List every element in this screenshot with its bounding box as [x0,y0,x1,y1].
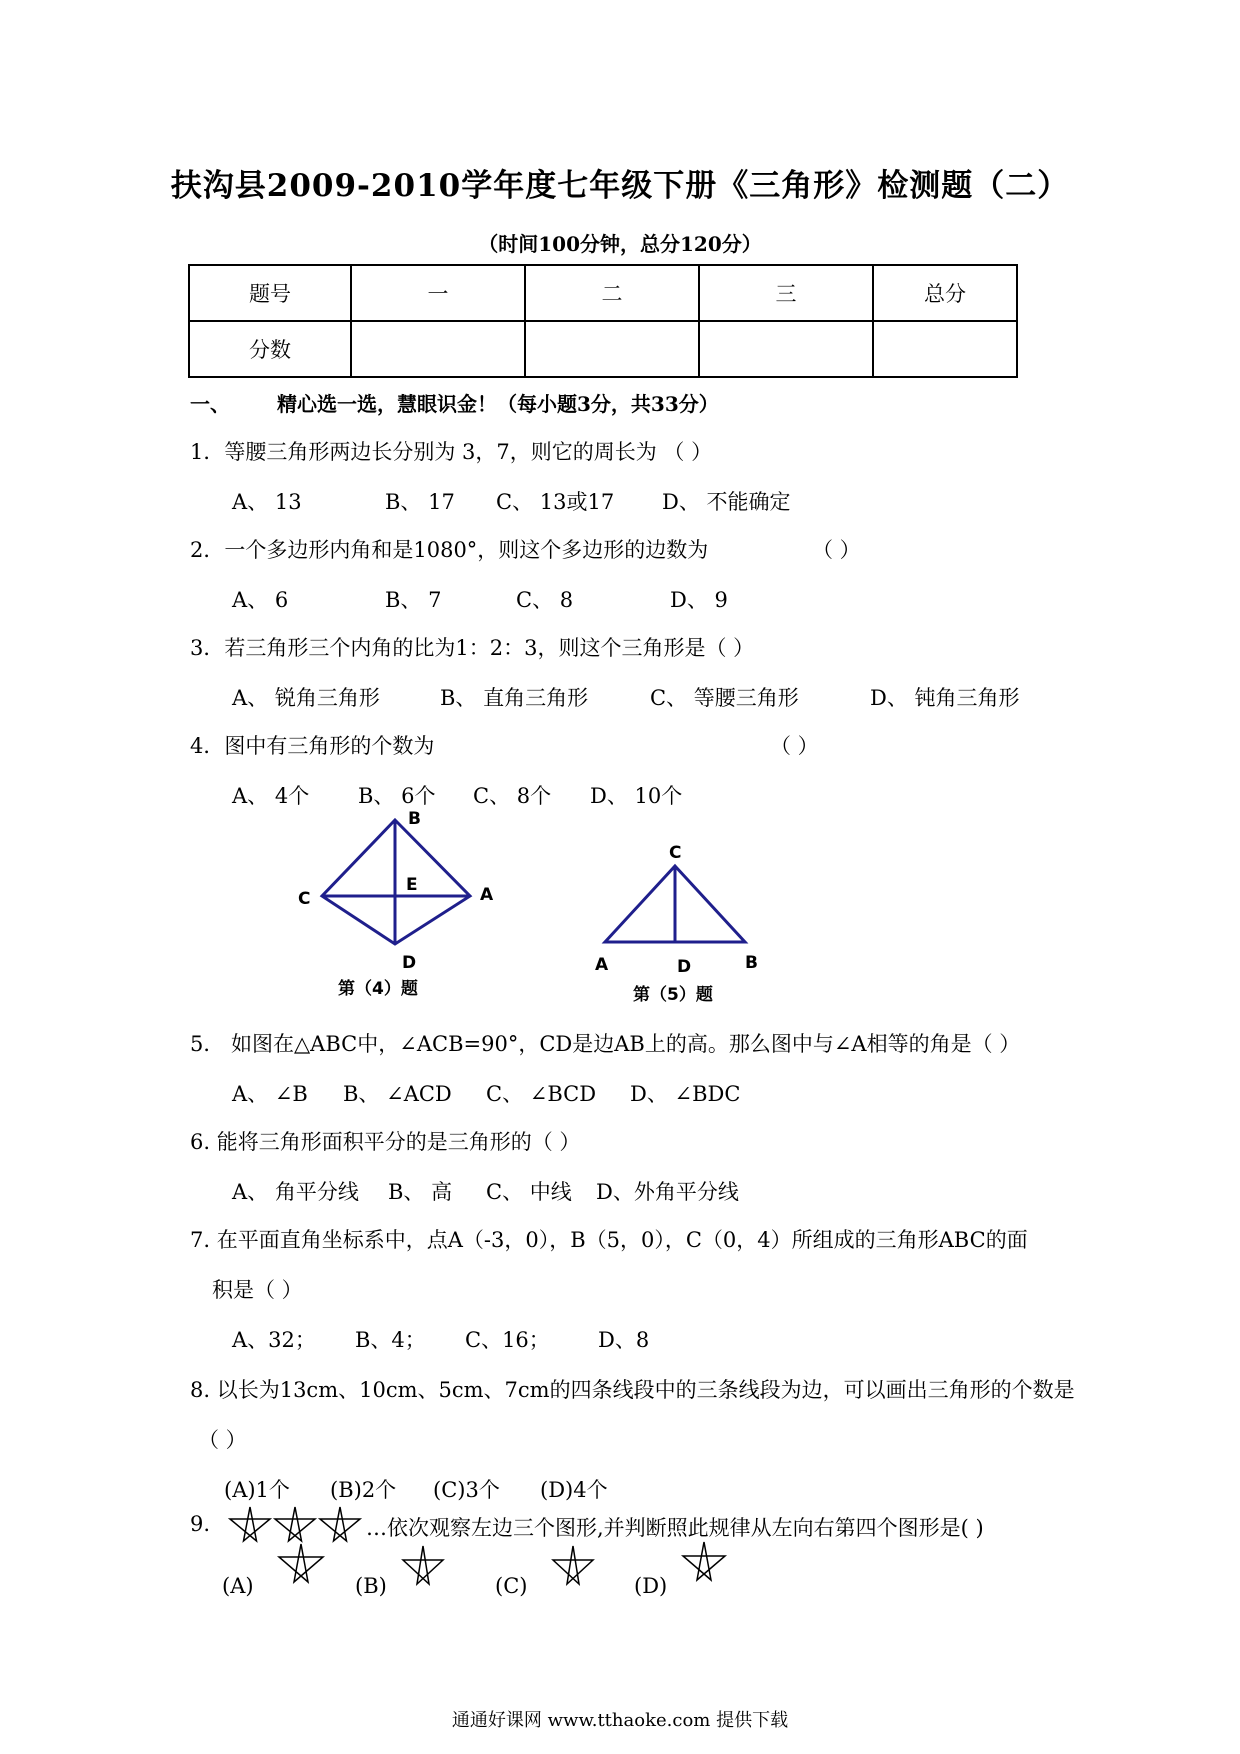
figure-5-label-b: B [745,953,758,973]
question-8-answer-paren: （ ） [198,1428,247,1452]
figure-4-caption: 第（4）题 [338,979,418,998]
q8-option-c: (C)3个 [433,1478,500,1502]
section-number: 一、 [190,392,230,416]
score-table-header-row [189,265,1017,321]
figure-4-diagram [290,808,520,998]
question-4: 4．图中有三角形的个数为 [190,734,435,758]
question-7: 7. 在平面直角坐标系中，点A（-3，0），B（5，0），C（0，4）所组成的三角形ABC的面 [190,1228,1028,1252]
question-6: 6. 能将三角形面积平分的是三角形的（ ） [190,1130,581,1154]
figure-4-label-c: C [298,889,311,909]
score-cell-blank[interactable] [873,321,1017,377]
score-row-label: 分数 [189,321,351,377]
figure-4-label-d: D [402,953,417,973]
q6-option-b: B、 高 [388,1180,453,1204]
question-3: 3．若三角形三个内角的比为1：2：3，则这个三角形是（ ） [190,636,755,660]
q9-option-a-star-icon [276,1540,326,1588]
q9-pattern-star-1 [230,1507,270,1541]
q1-option-d: D、 不能确定 [662,490,791,514]
q5-option-b: B、 ∠ACD [343,1082,452,1106]
figure-5-label-d: D [677,957,692,977]
figure-4-label-e: E [406,875,418,895]
q9-option-b-label: (B) [355,1574,387,1598]
q2-option-a: A、 6 [232,588,289,612]
score-cell-header: 二 [525,265,699,321]
score-cell-blank[interactable] [699,321,873,377]
section-heading: 精心选一选，慧眼识金！（每小题3分，共33分） [277,392,719,416]
score-cell-header: 三 [699,265,873,321]
score-table [188,264,1018,378]
q9-option-a-label: (A) [222,1574,254,1598]
score-cell-header: 题号 [189,265,351,321]
question-5: 5． 如图在△ABC中，∠ACB=90°，CD是边AB上的高。那么图中与∠A相等的角是（ ） [190,1032,1021,1056]
q7-option-b: B、4； [355,1328,426,1352]
question-9-number: 9. [190,1512,211,1536]
q5-option-a: A、 ∠B [232,1082,308,1106]
q1-option-a: A、 13 [232,490,302,514]
q4-option-a: A、 4个 [232,784,310,808]
q6-option-a: A、 角平分线 [232,1180,359,1204]
q4-option-d: D、 10个 [590,784,683,808]
q9-pattern-star-2 [275,1507,315,1541]
q9-option-b-star-icon [400,1542,446,1590]
exam-title: 扶沟县2009-2010学年度七年级下册《三角形》检测题（二） [170,168,1070,204]
q3-option-d: D、 钝角三角形 [870,686,1020,710]
q1-option-b: B、 17 [385,490,455,514]
q3-option-c: C、 等腰三角形 [650,686,799,710]
score-table-score-row [189,321,1017,377]
score-cell-header: 一 [351,265,525,321]
question-4-answer-paren: （ ） [770,734,819,758]
figure-5-label-c: C [669,843,682,863]
q8-option-b: (B)2个 [330,1478,397,1502]
q5-option-d: D、 ∠BDC [630,1082,741,1106]
q2-option-b: B、 7 [385,588,442,612]
q9-option-d-label: (D) [634,1574,668,1598]
q5-option-c: C、 ∠BCD [486,1082,597,1106]
q6-option-d: D、外角平分线 [596,1180,739,1204]
question-2-answer-paren: （ ） [812,538,861,562]
figure-4-label-b: B [408,809,421,829]
q1-option-c: C、 13或17 [496,490,615,514]
q4-option-c: C、 8个 [473,784,552,808]
page-footer: 通通好课网 www.tthaoke.com 提供下载 [451,1710,789,1731]
q7-option-a: A、32； [232,1328,316,1352]
q4-option-b: B、 6个 [358,784,436,808]
question-7-continued: 积是（ ） [212,1278,303,1302]
q9-option-c-label: (C) [495,1574,528,1598]
q8-option-d: (D)4个 [540,1478,608,1502]
figure-5-label-a: A [595,955,609,975]
figure-4-label-a: A [480,885,494,905]
score-cell-header: 总分 [873,265,1017,321]
q8-option-a: (A)1个 [224,1478,290,1502]
figure-5-diagram [585,838,785,1008]
question-1: 1．等腰三角形两边长分别为 3，7，则它的周长为 （ ） [190,440,713,464]
question-2: 2．一个多边形内角和是1080°，则这个多边形的边数为 [190,538,709,562]
exam-subtitle: （时间100分钟，总分120分） [478,232,762,256]
q7-option-c: C、16； [465,1328,550,1352]
q9-option-d-star-icon [680,1538,728,1586]
score-cell-blank[interactable] [525,321,699,377]
q6-option-c: C、 中线 [486,1180,572,1204]
question-8: 8. 以长为13cm、10cm、5cm、7cm的四条线段中的三条线段为边，可以画出三角形的个数是 [190,1378,1075,1402]
q9-pattern-star-3 [320,1507,360,1541]
figure-5-caption: 第（5）题 [633,985,713,1005]
q7-option-d: D、8 [598,1328,650,1352]
question-9: …依次观察左边三个图形,并判断照此规律从左向右第四个图形是( ) [366,1516,984,1540]
q2-option-d: D、 9 [670,588,728,612]
q2-option-c: C、 8 [516,588,574,612]
score-cell-blank[interactable] [351,321,525,377]
q9-option-c-star-icon [550,1542,596,1590]
q3-option-b: B、 直角三角形 [440,686,589,710]
q3-option-a: A、 锐角三角形 [232,686,380,710]
